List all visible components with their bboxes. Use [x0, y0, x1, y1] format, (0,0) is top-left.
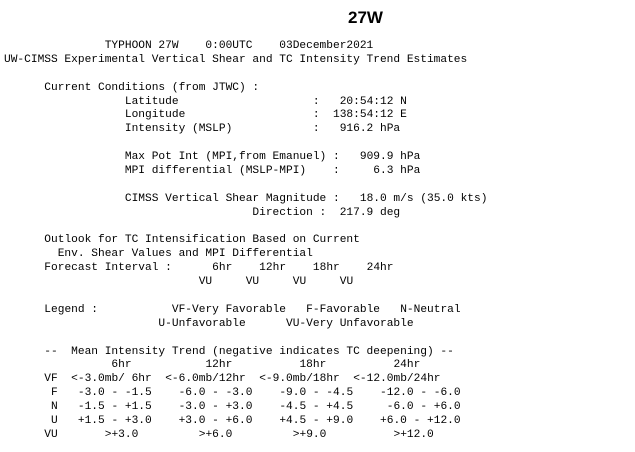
shear-report	[4, 40, 487, 443]
trend-row-vf: VF <-3.0mb/ 6hr <-6.0mb/12hr <-9.0mb/18hr <-12.0mb/24hr	[44, 373, 441, 386]
outlook-values-row: VU VU VU VU	[198, 276, 354, 289]
trend-row-u: U +1.5 - +3.0 +3.0 - +6.0 +4.5 - +9.0 +6.0 - +12.0	[51, 415, 461, 428]
shear-magnitude-row: CIMSS Vertical Shear Magnitude : 18.0 m/s (35.0 kts)	[124, 192, 488, 205]
outlook-heading-line1: Outlook for TC Intensification Based on Current	[44, 234, 360, 247]
mpi-row: Max Pot Int (MPI,from Emanuel) : 909.9 hPa	[124, 151, 421, 164]
forecast-interval-row: Forecast Interval : 6hr 12hr 18hr 24hr	[44, 262, 394, 275]
mpi-differential-row: MPI differential (MSLP-MPI) : 6.3 hPa	[124, 165, 421, 178]
longitude-row: Longitude : 138:54:12 E	[124, 109, 407, 122]
report-subtitle: UW-CIMSS Experimental Vertical Shear and TC Intensity Trend Estimates	[4, 53, 468, 66]
trend-heading: -- Mean Intensity Trend (negative indicates TC deepening) --	[44, 345, 454, 358]
trend-row-n: N -1.5 - +1.5 -3.0 - +3.0 -4.5 - +4.5 -6.0 - +6.0	[51, 401, 461, 414]
trend-row-f: F -3.0 - -1.5 -6.0 - -3.0 -9.0 - -4.5 -12.0 - -6.0	[51, 387, 461, 400]
latitude-row: Latitude : 20:54:12 N	[124, 95, 407, 108]
storm-line: TYPHOON 27W 0:00UTC 03December2021	[104, 40, 374, 52]
trend-row-vu: VU >+3.0 >+6.0 >+9.0 >+12.0	[44, 428, 434, 441]
trend-column-headers: 6hr 12hr 18hr 24hr	[111, 359, 421, 372]
page-title: 27W	[348, 8, 383, 27]
legend-row1: Legend : VF-Very Favorable F-Favorable N-Neutral	[44, 303, 461, 316]
outlook-heading-line2: Env. Shear Values and MPI Differential	[57, 248, 313, 261]
shear-direction-row: Direction : 217.9 deg	[252, 206, 401, 219]
current-conditions-heading: Current Conditions (from JTWC) :	[44, 81, 260, 94]
legend-row2: U-Unfavorable VU-Very Unfavorable	[158, 317, 414, 330]
intensity-row: Intensity (MSLP) : 916.2 hPa	[124, 123, 401, 136]
